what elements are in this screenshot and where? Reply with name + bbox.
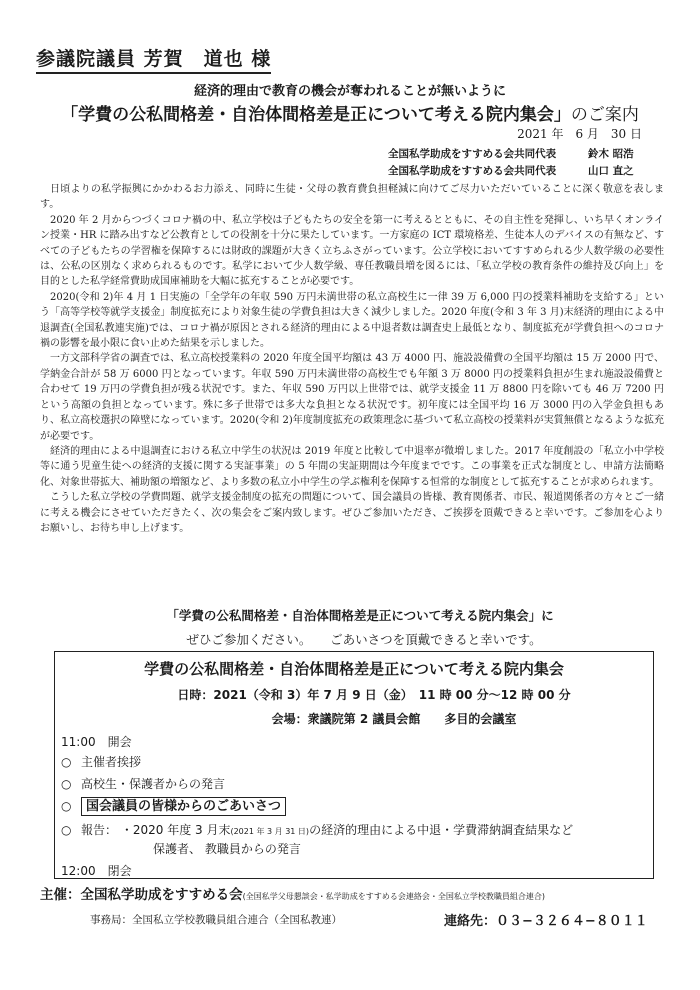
event-datetime: 日時：2021（令和 3）年 7 月 9 日（金） 11 時 00 分〜12 時 00 分 (177, 688, 571, 702)
letter-body (40, 182, 664, 536)
circle-bullet-icon: ○ (61, 823, 72, 837)
contact-line: 連絡先：０３−３２６４−８０１１ (444, 914, 648, 929)
program-item (61, 775, 225, 792)
host-members: (全国私学父母懇談会・私学助成をすすめる会連絡会・全国私立学校教職員組合連合) (242, 892, 545, 901)
sender-name: 山口 直之 (588, 165, 634, 177)
program-item-label: 主催者挨拶 (81, 755, 142, 769)
report-label: 報告： (81, 823, 118, 837)
sender-line (388, 146, 652, 161)
title-suffix: のご案内 (570, 105, 639, 125)
body-paragraph: 2020 年 2 月からつづくコロナ禍の中、私立学校は子どもたちの安全を第一に考えるとともに、その自主性を発揮し、いち早くオンライン授業・HR に踏み出すなど公教育としての役割を十分に果たしています。一方家庭の ICT 環境格差、生徒本人のデバイスの有無など、すべての子どもたちの学習権を保障するには財政的課題が大きく立ちふさがっています。公立学校においてすすめられる少人数学級の必要性は、公私の区別なく求められるものです。私学において少人数学級、専任教職員増を図るには、「私立学校の教育条件の維持及び向上」を目的とした私学経常費助成国庫補助を大幅に拡充することが必要です。 (40, 214, 664, 288)
host-line (40, 883, 545, 903)
report-date-note: (2021 年 3 月 31 日) (230, 827, 310, 836)
program-item (61, 753, 141, 770)
sender-line (388, 163, 652, 178)
body-paragraph: こうした私立学校の学費問題、就学支援金制度の拡充の問題について、国会議員の皆様、教育関係者、市民、報道関係者の方々とご一緒に考える機会にさせていただきたく、次の集会をご案内致します。ぜひご参加いただき、ご挨拶を頂戴できると幸いです。ご参加を心よりお願いし、お待ち申し上げます。 (40, 492, 664, 534)
host-main: 主催：全国私学助成をすすめる会 (40, 887, 243, 903)
subtitle: 経済的理由で教育の機会が奪われることが無いように (193, 84, 506, 99)
invitation (0, 606, 700, 648)
sender-name: 鈴木 昭浩 (588, 148, 634, 160)
circle-bullet-icon: ○ (61, 799, 72, 813)
title-main: 「学費の公私間格差・自治体間格差是正について考える院内集会」 (61, 105, 571, 125)
report-line-2: 保護者、 教職員からの発言 (153, 842, 301, 856)
body-paragraph: 日頃よりの私学振興にかかわるお力添え、同時に生徒・父母の教育費負担軽減に向けてご尽力いただいていることに深く敬意を表します。 (40, 184, 664, 211)
program-item-report (61, 821, 573, 838)
body-paragraph: 経済的理由による中退調査における私立中学生の状況は 2019 年度と比較して中退率が微増しました。2017 年度創設の「私立小中学校等に通う児童生徒への経済的支援に関する実証事業」の 5 年間の実証期間は今年度までです。この事業を正式な制度とし、申請方法簡略化、対象世帯拡大、補助額の増額など、より多数の私立小中学生の学ぶ権利を保障する恒常的な制度として拡充することが求められます。 (40, 445, 664, 488)
event-close: 12:00 閉会 (61, 864, 132, 878)
event-venue: 会場：衆議院第 2 議員会館 多目的会議室 (271, 712, 517, 726)
office-line: 事務局：全国私立学校教職員組合連合（全国私教連） (90, 914, 342, 926)
sender-org: 全国私学助成をすすめる会共同代表 (388, 148, 557, 160)
program-item (61, 795, 286, 814)
invitation-line-2: ぜひご参加ください。 ごあいさつを頂戴できると幸いです。 (186, 632, 542, 647)
report-text-a: ・2020 年度 3 月末 (120, 823, 231, 837)
report-text-b: の経済的理由による中退・学費滞納調査結果など (309, 823, 574, 837)
circle-bullet-icon: ○ (61, 777, 72, 791)
circle-bullet-icon: ○ (61, 755, 72, 769)
invitation-line-1: 「学費の公私間格差・自治体間格差是正について考える院内集会」に (166, 608, 554, 623)
program-item-label-highlighted: 国会議員の皆様からのごあいさつ (81, 797, 286, 816)
event-title: 学費の公私間格差・自治体間格差是正について考える院内集会 (144, 660, 564, 678)
sender-org: 全国私学助成をすすめる会共同代表 (388, 165, 557, 177)
page-title (0, 100, 700, 125)
body-paragraph: 2020(令和 2)年 4 月 1 日実施の「全学年の年収 590 万円未満世帯の私立高校生に一律 39 万 6,000 円の授業料補助を支給する」という「高等学校等就学支援金」制度拡充により対象生徒の学費負担は大きく減少しました。2020 年度(令和 3 年 3 月)末経済的理由による中退調査(全国私教連実施)では、コロナ禍が原因とされる経済的理由による中退者数は調査史上最低となり、制度拡充が学費負担へのコロナ禍の影響を最小限に食い止めた結果を示しました。 (40, 291, 664, 350)
event-box (54, 651, 654, 879)
addressee: 参議院議員 芳賀 道也 様 (36, 44, 271, 74)
event-open: 11:00 開会 (61, 735, 132, 749)
letter-date: 2021 年 6 月 30 日 (517, 127, 642, 141)
program-item-label: 高校生・保護者からの発言 (81, 777, 226, 791)
body-paragraph: 一方文部科学省の調査では、私立高校授業料の 2020 年度全国平均額は 43 万 4000 円、施設設備費の全国平均額は 15 万 2000 円で、学納金合計が 58 万 6000 円となっています。年収 590 万円未満世帯の高校生でも年額 3 万 8000 円の授業料負担が生まれ施設設備費と合わせて 19 万円の学費負担が残る状況です。また、年収 590 万円以上世帯では、就学支援金 11 万 8800 円を除いても 46 万 7200 円という高額の負担となっています。殊に多子世帯では多大な負担となる状況です。初年度には全国平均 16 万 3000 円の入学金負担もあり、私立高校選択の障壁になっています。2020(令和 2)年度制度拡充の政策理念に基づいて私立高校の授業料が実質無償となるような拡充が必要です。 (40, 353, 664, 442)
